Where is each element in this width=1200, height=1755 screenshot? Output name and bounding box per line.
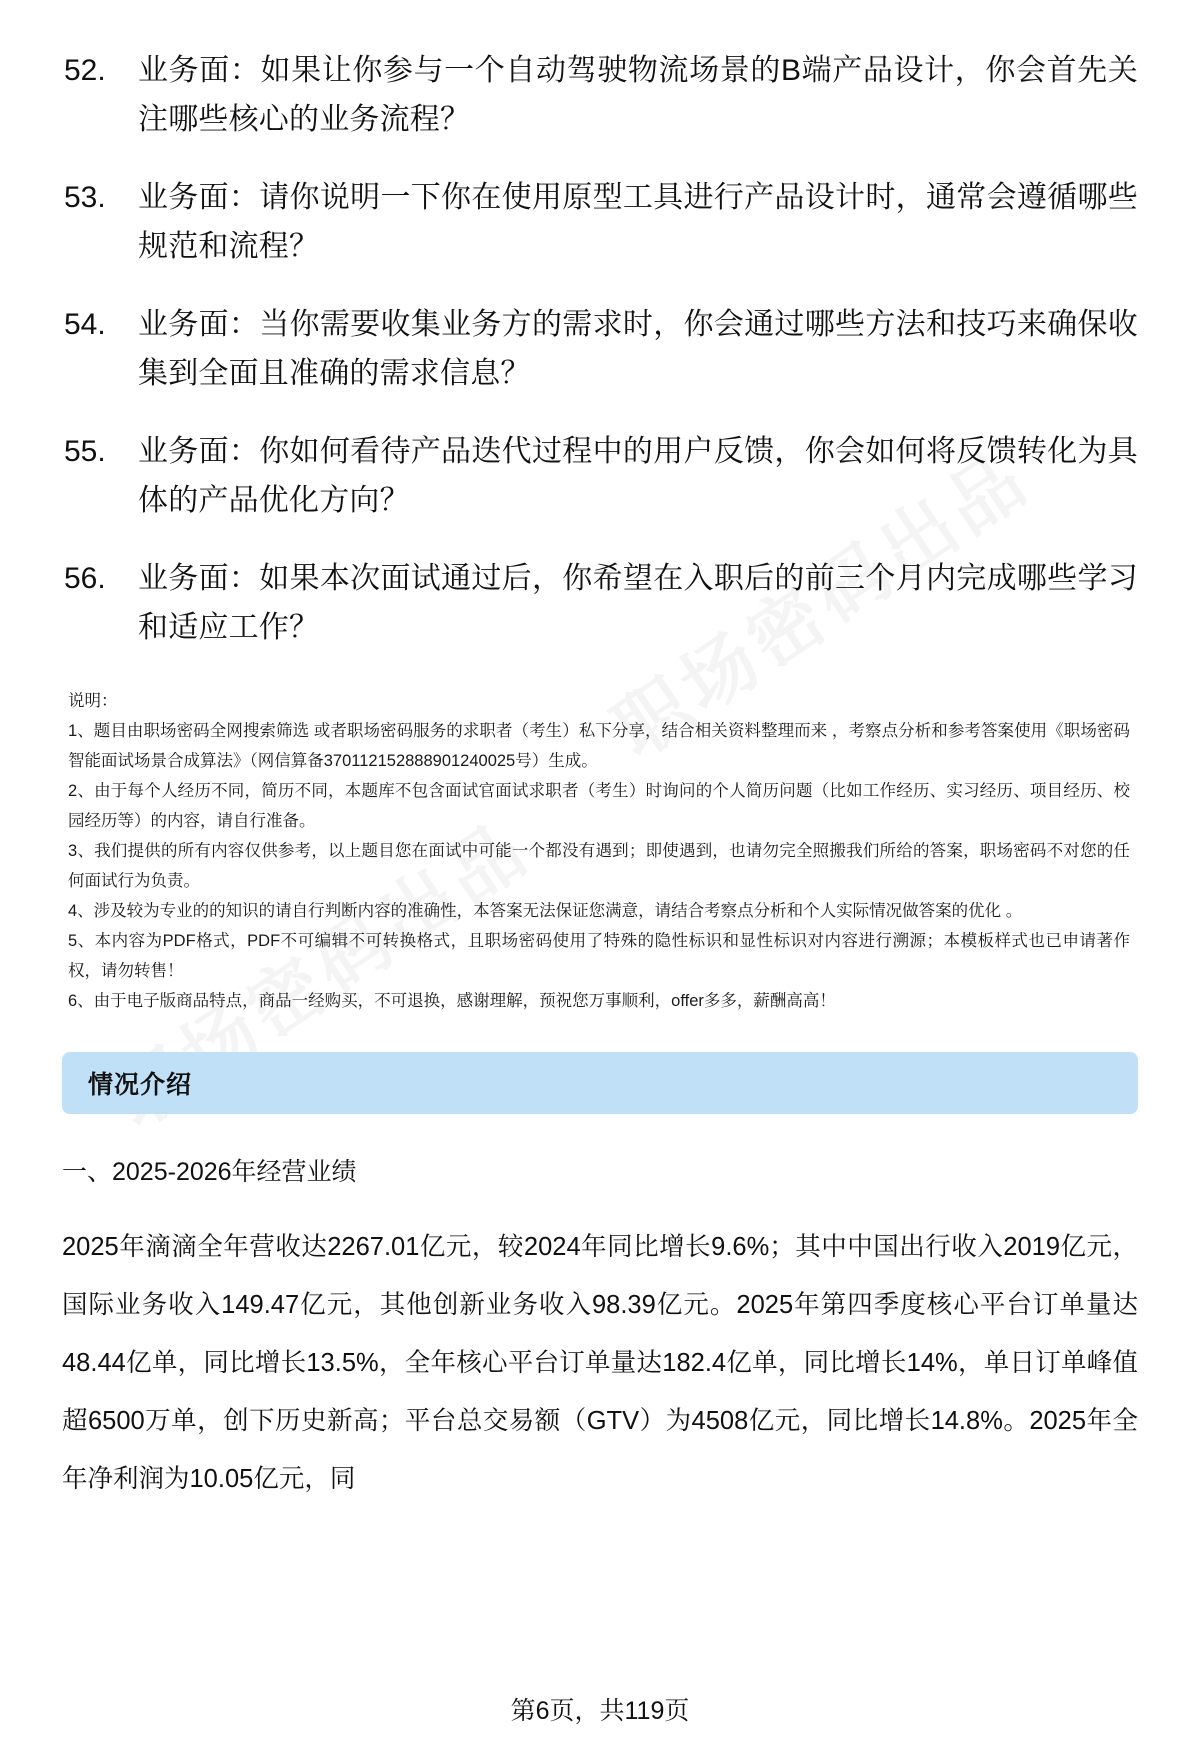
page-content bbox=[62, 46, 1138, 1508]
question-number: 54. bbox=[64, 308, 106, 341]
note-item: 1、题目由职场密码全网搜索筛选 或者职场密码服务的求职者（考生）私下分享，结合相关资料整理而来 ，考察点分析和参考答案使用《职场密码智能面试场景合成算法》（网信算备370112152888901240025号）生成。 bbox=[68, 722, 1130, 770]
section-heading: 一、2025-2026年经营业绩 bbox=[62, 1158, 357, 1186]
note-item: 4、涉及较为专业的的知识的请自行判断内容的准确性，本答案无法保证您满意，请结合考察点分析和个人实际情况做答案的优化 。 bbox=[68, 902, 1023, 920]
page-footer: 第6页，共119页 bbox=[510, 1697, 690, 1725]
question-list bbox=[62, 46, 1138, 652]
note-item: 3、我们提供的所有内容仅供参考，以上题目您在面试中可能一个都没有遇到；即使遇到，也请勿完全照搬我们所给的答案，职场密码不对您的任何面试行为负责。 bbox=[68, 842, 1130, 890]
question-text: 业务面：如果让你参与一个自动驾驶物流场景的B端产品设计，你会首先关注哪些核心的业务流程？ bbox=[138, 54, 1138, 136]
note-item: 6、由于电子版商品特点，商品一经购买，不可退换，感谢理解，预祝您万事顺利，offer多多，薪酬高高！ bbox=[68, 992, 836, 1010]
list-item bbox=[62, 173, 1138, 271]
section-banner-label: 情况介绍 bbox=[88, 1071, 193, 1099]
section-banner bbox=[62, 1052, 1138, 1114]
question-number: 55. bbox=[64, 435, 106, 468]
section-paragraph: 2025年滴滴全年营收达2267.01亿元，较2024年同比增长9.6%；其中中国出行收入2019亿元，国际业务收入149.47亿元，其他创新业务收入98.39亿元。2025年第四季度核心平台订单量达48.44亿单，同比增长13.5%，全年核心平台订单量达182.4亿单，同比增长14%，单日订单峰值超6500万单，创下历史新高；平台总交易额（GTV）为4508亿元，同比增长14.8%。2025年全年净利润为10.05亿元，同 bbox=[62, 1233, 1138, 1493]
notes-block bbox=[62, 686, 1138, 1016]
note-item: 5、本内容为PDF格式，PDF不可编辑不可转换格式，且职场密码使用了特殊的隐性标识和显性标识对内容进行溯源；本模板样式也已申请著作权，请勿转售！ bbox=[68, 932, 1130, 980]
question-number: 53. bbox=[64, 181, 106, 214]
note-item: 2、由于每个人经历不同，简历不同，本题库不包含面试官面试求职者（考生）时询问的个人简历问题（比如工作经历、实习经历、项目经历、校园经历等）的内容，请自行准备。 bbox=[68, 782, 1130, 830]
question-number: 52. bbox=[64, 54, 106, 87]
question-text: 业务面：请你说明一下你在使用原型工具进行产品设计时，通常会遵循哪些规范和流程？ bbox=[138, 181, 1138, 263]
list-item bbox=[62, 427, 1138, 525]
list-item bbox=[62, 554, 1138, 652]
question-text: 业务面：你如何看待产品迭代过程中的用户反馈，你会如何将反馈转化为具体的产品优化方向？ bbox=[138, 435, 1138, 517]
question-text: 业务面：当你需要收集业务方的需求时，你会通过哪些方法和技巧来确保收集到全面且准确的需求信息？ bbox=[138, 308, 1138, 390]
question-number: 56. bbox=[64, 562, 106, 595]
list-item bbox=[62, 46, 1138, 144]
notes-title: 说明： bbox=[68, 692, 118, 710]
question-text: 业务面：如果本次面试通过后，你希望在入职后的前三个月内完成哪些学习和适应工作？ bbox=[138, 562, 1138, 644]
list-item bbox=[62, 300, 1138, 398]
